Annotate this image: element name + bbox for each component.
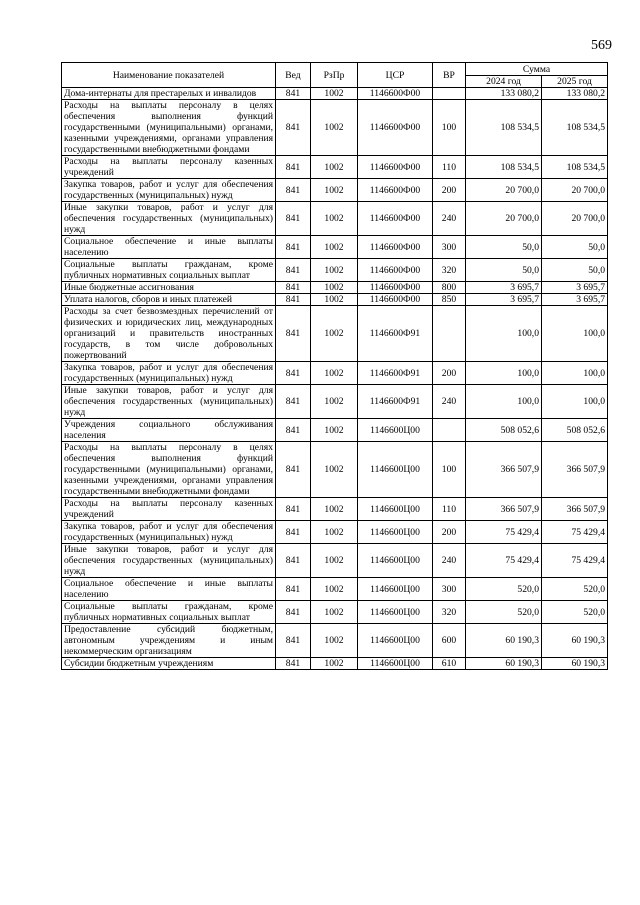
row-rzpr: 1002 xyxy=(311,202,358,236)
row-vr xyxy=(433,306,466,362)
row-sum-2024: 20 700,0 xyxy=(466,179,542,202)
table-row xyxy=(62,306,608,362)
row-vr: 300 xyxy=(433,578,466,601)
header-ved: Вед xyxy=(276,63,311,88)
row-rzpr: 1002 xyxy=(311,385,358,419)
row-sum-2025: 108 534,5 xyxy=(542,100,608,156)
row-sum-2025: 520,0 xyxy=(542,601,608,624)
row-sum-2025: 366 507,9 xyxy=(542,498,608,521)
row-vr: 100 xyxy=(433,442,466,498)
row-sum-2025: 508 052,6 xyxy=(542,419,608,442)
row-name: Закупка товаров, работ и услуг для обеспечения государственных (муниципальных) нужд xyxy=(62,362,276,385)
row-vr: 200 xyxy=(433,362,466,385)
header-rzpr: РзПр xyxy=(311,63,358,88)
row-vr: 240 xyxy=(433,385,466,419)
row-rzpr: 1002 xyxy=(311,578,358,601)
row-sum-2024: 508 052,6 xyxy=(466,419,542,442)
row-rzpr: 1002 xyxy=(311,658,358,670)
row-sum-2024: 60 190,3 xyxy=(466,624,542,658)
row-csr: 1146600Ц00 xyxy=(358,498,433,521)
row-sum-2024: 133 080,2 xyxy=(466,88,542,100)
table-row xyxy=(62,658,608,670)
table-row xyxy=(62,442,608,498)
row-ved: 841 xyxy=(276,578,311,601)
row-name: Дома-интернаты для престарелых и инвалидов xyxy=(62,88,276,100)
table-header xyxy=(62,63,608,88)
row-ved: 841 xyxy=(276,624,311,658)
row-name: Закупка товаров, работ и услуг для обеспечения государственных (муниципальных) нужд xyxy=(62,521,276,544)
row-sum-2024: 520,0 xyxy=(466,601,542,624)
row-ved: 841 xyxy=(276,179,311,202)
row-rzpr: 1002 xyxy=(311,282,358,294)
row-ved: 841 xyxy=(276,306,311,362)
row-name: Расходы на выплаты персоналу казенных учреждений xyxy=(62,156,276,179)
row-rzpr: 1002 xyxy=(311,601,358,624)
row-vr: 200 xyxy=(433,179,466,202)
row-ved: 841 xyxy=(276,259,311,282)
row-csr: 1146600Ц00 xyxy=(358,442,433,498)
row-rzpr: 1002 xyxy=(311,88,358,100)
row-vr: 800 xyxy=(433,282,466,294)
row-csr: 1146600Ф91 xyxy=(358,362,433,385)
row-ved: 841 xyxy=(276,88,311,100)
row-sum-2025: 520,0 xyxy=(542,578,608,601)
row-csr: 1146600Ф91 xyxy=(358,306,433,362)
row-rzpr: 1002 xyxy=(311,156,358,179)
row-vr: 320 xyxy=(433,259,466,282)
row-ved: 841 xyxy=(276,544,311,578)
table-row xyxy=(62,236,608,259)
table-row xyxy=(62,259,608,282)
row-csr: 1146600Ф00 xyxy=(358,156,433,179)
row-sum-2025: 60 190,3 xyxy=(542,624,608,658)
row-ved: 841 xyxy=(276,236,311,259)
table-row xyxy=(62,282,608,294)
row-ved: 841 xyxy=(276,156,311,179)
row-sum-2025: 108 534,5 xyxy=(542,156,608,179)
row-vr: 110 xyxy=(433,156,466,179)
row-csr: 1146600Ф00 xyxy=(358,88,433,100)
table-row xyxy=(62,294,608,306)
table-row xyxy=(62,601,608,624)
row-name: Иные закупки товаров, работ и услуг для обеспечения государственных (муниципальных) нужд xyxy=(62,544,276,578)
row-vr: 240 xyxy=(433,202,466,236)
row-vr: 600 xyxy=(433,624,466,658)
table-row xyxy=(62,385,608,419)
row-sum-2025: 100,0 xyxy=(542,362,608,385)
table-row xyxy=(62,179,608,202)
page-number: 569 xyxy=(591,38,612,53)
row-sum-2025: 3 695,7 xyxy=(542,282,608,294)
row-sum-2024: 100,0 xyxy=(466,306,542,362)
table-row xyxy=(62,88,608,100)
row-rzpr: 1002 xyxy=(311,259,358,282)
row-rzpr: 1002 xyxy=(311,294,358,306)
row-name: Расходы на выплаты персоналу в целях обеспечения выполнения функций государственными (муниципальными) органами, казенными учреждениями, органами управления государственными внебюджетными фондами xyxy=(62,100,276,156)
row-ved: 841 xyxy=(276,498,311,521)
row-name: Уплата налогов, сборов и иных платежей xyxy=(62,294,276,306)
table-row xyxy=(62,624,608,658)
table-row xyxy=(62,100,608,156)
row-vr: 110 xyxy=(433,498,466,521)
table-row xyxy=(62,202,608,236)
row-sum-2024: 3 695,7 xyxy=(466,282,542,294)
row-sum-2024: 50,0 xyxy=(466,236,542,259)
row-rzpr: 1002 xyxy=(311,179,358,202)
row-ved: 841 xyxy=(276,282,311,294)
row-csr: 1146600Ц00 xyxy=(358,544,433,578)
row-vr xyxy=(433,88,466,100)
row-vr: 200 xyxy=(433,521,466,544)
row-ved: 841 xyxy=(276,202,311,236)
row-ved: 841 xyxy=(276,100,311,156)
row-name: Социальные выплаты гражданам, кроме публичных нормативных социальных выплат xyxy=(62,601,276,624)
row-sum-2025: 20 700,0 xyxy=(542,202,608,236)
row-ved: 841 xyxy=(276,362,311,385)
row-rzpr: 1002 xyxy=(311,236,358,259)
row-name: Социальное обеспечение и иные выплаты населению xyxy=(62,236,276,259)
row-sum-2024: 100,0 xyxy=(466,385,542,419)
row-name: Социальное обеспечение и иные выплаты населению xyxy=(62,578,276,601)
row-vr: 320 xyxy=(433,601,466,624)
row-name: Иные закупки товаров, работ и услуг для обеспечения государственных (муниципальных) нужд xyxy=(62,202,276,236)
row-sum-2025: 100,0 xyxy=(542,385,608,419)
row-ved: 841 xyxy=(276,601,311,624)
row-sum-2024: 50,0 xyxy=(466,259,542,282)
row-sum-2024: 75 429,4 xyxy=(466,521,542,544)
header-sum: Сумма xyxy=(466,63,608,76)
row-sum-2024: 108 534,5 xyxy=(466,100,542,156)
row-ved: 841 xyxy=(276,385,311,419)
header-vr: ВР xyxy=(433,63,466,88)
row-sum-2024: 3 695,7 xyxy=(466,294,542,306)
row-sum-2025: 60 190,3 xyxy=(542,658,608,670)
row-rzpr: 1002 xyxy=(311,521,358,544)
row-sum-2025: 133 080,2 xyxy=(542,88,608,100)
row-vr: 240 xyxy=(433,544,466,578)
row-name: Расходы на выплаты персоналу казенных учреждений xyxy=(62,498,276,521)
row-csr: 1146600Ц00 xyxy=(358,578,433,601)
row-sum-2024: 60 190,3 xyxy=(466,658,542,670)
header-year-2025: 2025 год xyxy=(542,76,608,88)
row-name: Субсидии бюджетным учреждениям xyxy=(62,658,276,670)
row-sum-2025: 75 429,4 xyxy=(542,544,608,578)
table-row xyxy=(62,521,608,544)
row-csr: 1146600Ф91 xyxy=(358,385,433,419)
row-csr: 1146600Ф00 xyxy=(358,202,433,236)
table-row xyxy=(62,544,608,578)
budget-table xyxy=(61,62,608,670)
row-csr: 1146600Ц00 xyxy=(358,624,433,658)
row-csr: 1146600Ф00 xyxy=(358,282,433,294)
table-row xyxy=(62,362,608,385)
header-name: Наименование показателей xyxy=(62,63,276,88)
row-name: Закупка товаров, работ и услуг для обеспечения государственных (муниципальных) нужд xyxy=(62,179,276,202)
row-vr: 100 xyxy=(433,100,466,156)
row-csr: 1146600Ф00 xyxy=(358,259,433,282)
row-sum-2024: 366 507,9 xyxy=(466,498,542,521)
row-rzpr: 1002 xyxy=(311,419,358,442)
table-row xyxy=(62,419,608,442)
row-ved: 841 xyxy=(276,294,311,306)
row-sum-2025: 50,0 xyxy=(542,259,608,282)
row-ved: 841 xyxy=(276,442,311,498)
row-vr: 610 xyxy=(433,658,466,670)
row-rzpr: 1002 xyxy=(311,624,358,658)
row-csr: 1146600Ф00 xyxy=(358,294,433,306)
row-rzpr: 1002 xyxy=(311,498,358,521)
row-csr: 1146600Ц00 xyxy=(358,658,433,670)
row-name: Социальные выплаты гражданам, кроме публичных нормативных социальных выплат xyxy=(62,259,276,282)
table-row xyxy=(62,156,608,179)
header-year-2024: 2024 год xyxy=(466,76,542,88)
row-rzpr: 1002 xyxy=(311,442,358,498)
row-csr: 1146600Ц00 xyxy=(358,521,433,544)
table-row xyxy=(62,578,608,601)
row-rzpr: 1002 xyxy=(311,544,358,578)
row-sum-2025: 100,0 xyxy=(542,306,608,362)
row-sum-2024: 75 429,4 xyxy=(466,544,542,578)
row-ved: 841 xyxy=(276,521,311,544)
row-vr xyxy=(433,419,466,442)
row-sum-2025: 75 429,4 xyxy=(542,521,608,544)
row-sum-2025: 20 700,0 xyxy=(542,179,608,202)
row-name: Расходы на выплаты персоналу в целях обеспечения выполнения функций государственными (муниципальными) органами, казенными учреждениями, органами управления государственными внебюджетными фондами xyxy=(62,442,276,498)
row-name: Иные закупки товаров, работ и услуг для обеспечения государственных (муниципальных) нужд xyxy=(62,385,276,419)
row-csr: 1146600Ц00 xyxy=(358,601,433,624)
row-csr: 1146600Ф00 xyxy=(358,100,433,156)
header-csr: ЦСР xyxy=(358,63,433,88)
row-vr: 850 xyxy=(433,294,466,306)
row-csr: 1146600Ф00 xyxy=(358,179,433,202)
row-rzpr: 1002 xyxy=(311,306,358,362)
row-csr: 1146600Ц00 xyxy=(358,419,433,442)
row-sum-2024: 108 534,5 xyxy=(466,156,542,179)
row-sum-2025: 366 507,9 xyxy=(542,442,608,498)
row-rzpr: 1002 xyxy=(311,362,358,385)
row-name: Предоставление субсидий бюджетным, автономным учреждениям и иным некоммерческим организациям xyxy=(62,624,276,658)
row-name: Иные бюджетные ассигнования xyxy=(62,282,276,294)
row-sum-2024: 366 507,9 xyxy=(466,442,542,498)
row-rzpr: 1002 xyxy=(311,100,358,156)
row-sum-2024: 520,0 xyxy=(466,578,542,601)
row-ved: 841 xyxy=(276,419,311,442)
row-sum-2024: 100,0 xyxy=(466,362,542,385)
row-name: Расходы за счет безвозмездных перечислений от физических и юридических лиц, международных организаций и правительств иностранных государств, в том числе добровольных пожертвований xyxy=(62,306,276,362)
row-vr: 300 xyxy=(433,236,466,259)
table-row xyxy=(62,498,608,521)
table-body xyxy=(62,88,608,670)
row-csr: 1146600Ф00 xyxy=(358,236,433,259)
row-sum-2024: 20 700,0 xyxy=(466,202,542,236)
row-ved: 841 xyxy=(276,658,311,670)
row-sum-2025: 3 695,7 xyxy=(542,294,608,306)
row-name: Учреждения социального обслуживания населения xyxy=(62,419,276,442)
row-sum-2025: 50,0 xyxy=(542,236,608,259)
